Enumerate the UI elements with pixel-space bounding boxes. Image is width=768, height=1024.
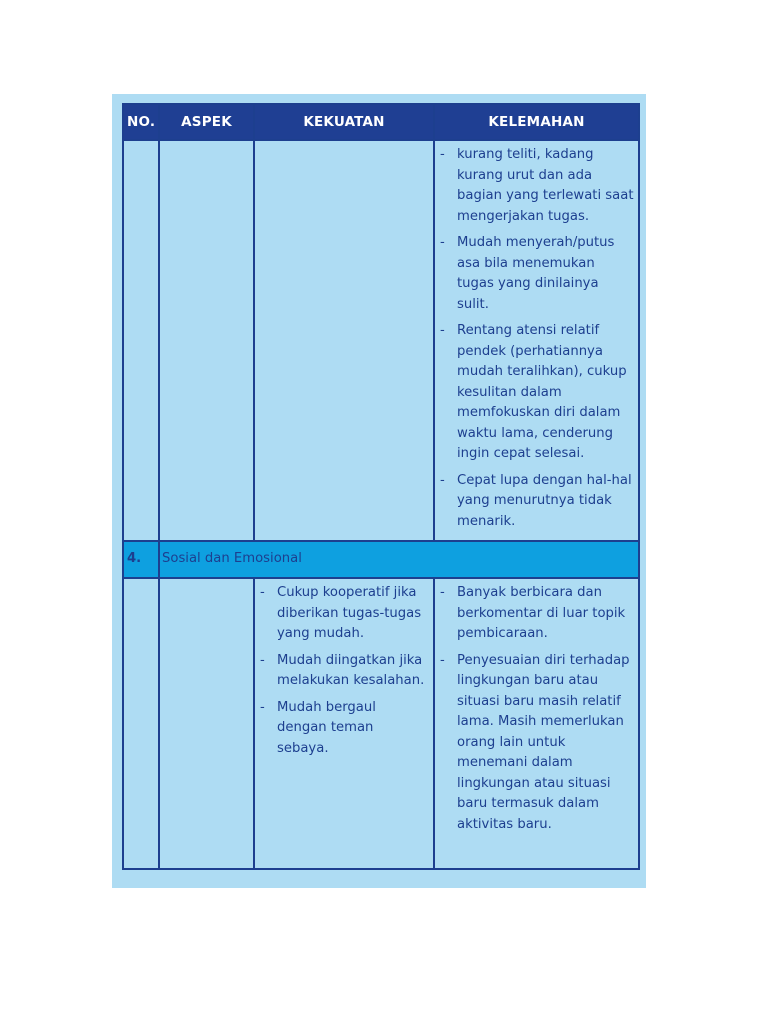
header-kekuatan: KEKUATAN — [254, 104, 434, 140]
list-item: - Penyesuaian diri terhadap lingkungan baru atau situasi baru masih relatif lama. Masih memerlukan orang lain untuk menemani dalam lingkungan atau situasi baru termasuk dalam aktivitas baru. — [435, 651, 634, 836]
list-item: - Mudah diingatkan jika melakukan kesalahan. — [255, 651, 429, 692]
header-kelemahan: KELEMAHAN — [434, 104, 639, 140]
list-item: - Cepat lupa dengan hal-hal yang menurutnya tidak menarik. — [435, 471, 634, 533]
list-item: - Banyak berbicara dan berkomentar di luar topik pembicaraan. — [435, 583, 634, 645]
kelemahan-list — [435, 583, 634, 835]
header-aspek: ASPEK — [159, 104, 254, 140]
kelemahan-list — [435, 145, 634, 532]
table-row — [123, 140, 639, 541]
cell-no — [123, 578, 159, 869]
kekuatan-list — [255, 583, 429, 759]
cell-kelemahan — [434, 140, 639, 541]
section-row — [123, 541, 639, 578]
section-title: Sosial dan Emosional — [159, 541, 639, 578]
list-item: - kurang teliti, kadang kurang urut dan ada bagian yang terlewati saat mengerjakan tugas. — [435, 145, 634, 227]
section-number: 4. — [123, 541, 159, 578]
cell-aspek — [159, 140, 254, 541]
header-no: NO. — [123, 104, 159, 140]
assessment-table — [122, 103, 640, 870]
table-row — [123, 578, 639, 869]
cell-no — [123, 140, 159, 541]
cell-aspek — [159, 578, 254, 869]
table-header-row — [123, 104, 639, 140]
cell-kekuatan — [254, 578, 434, 869]
cell-kelemahan — [434, 578, 639, 869]
list-item: - Cukup kooperatif jika diberikan tugas-tugas yang mudah. — [255, 583, 429, 645]
list-item: - Rentang atensi relatif pendek (perhatiannya mudah teralihkan), cukup kesulitan dalam memfokuskan diri dalam waktu lama, cenderung ingin cepat selesai. — [435, 321, 634, 465]
cell-kekuatan — [254, 140, 434, 541]
list-item: - Mudah menyerah/putus asa bila menemukan tugas yang dinilainya sulit. — [435, 233, 634, 315]
list-item: - Mudah bergaul dengan teman sebaya. — [255, 698, 429, 760]
